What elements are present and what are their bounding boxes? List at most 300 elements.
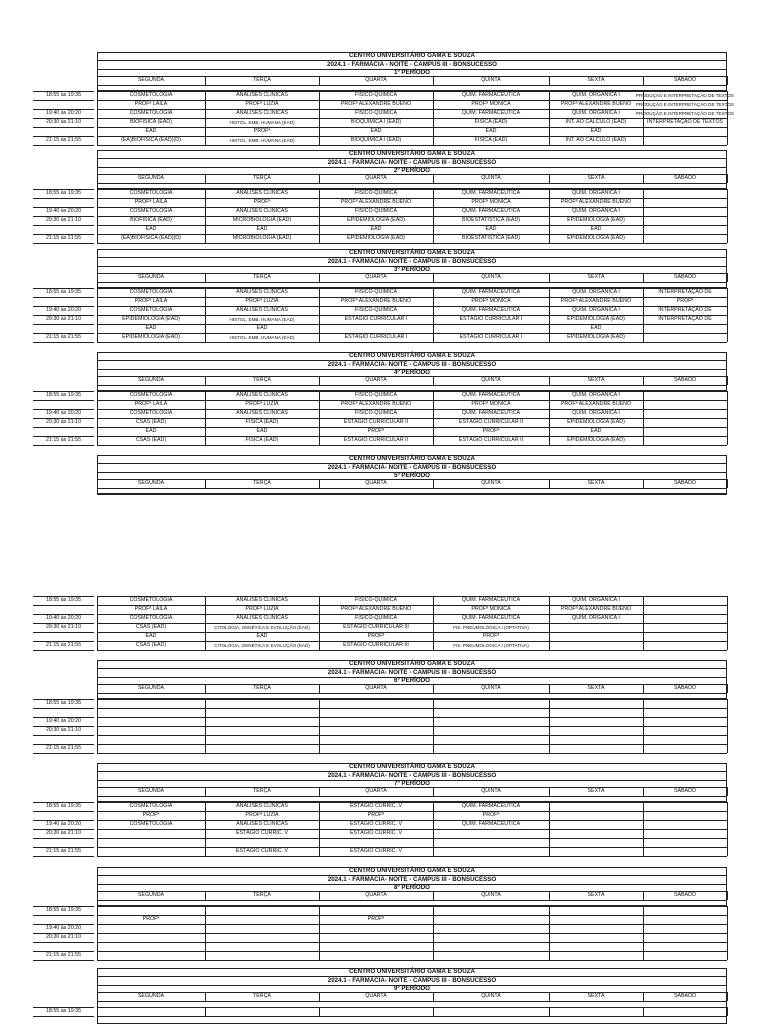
class-cell bbox=[549, 915, 643, 924]
class-cell: PROFª bbox=[367, 916, 385, 923]
class-cell bbox=[433, 699, 549, 708]
day-header-3: QUINTA bbox=[481, 787, 501, 794]
period-title: 9º PERÍODO bbox=[394, 984, 430, 992]
day-header-1: TERÇA bbox=[253, 273, 271, 280]
day-header-2: QUARTA bbox=[365, 787, 387, 794]
class-cell: INTERPRETAÇÃO DE bbox=[658, 316, 712, 323]
class-cell: EAD bbox=[485, 128, 497, 135]
time-slot: 20:30 às 21:10 bbox=[45, 623, 82, 630]
class-cell bbox=[549, 699, 643, 708]
class-cell: EPIDEMIOLOGIA (EAD) bbox=[567, 437, 625, 444]
time-slot: 19:40 às 20:20 bbox=[45, 614, 82, 621]
time-slot: 21:15 às 21:55 bbox=[45, 333, 82, 340]
class-cell: BIOESTATÍSTICA (EAD) bbox=[461, 217, 521, 224]
class-cell bbox=[643, 951, 727, 960]
class-cell: QUÍM. FARMACÊUTICA bbox=[461, 803, 521, 810]
class-cell: ESTÁGIO CURRICULAR II bbox=[343, 437, 409, 444]
class-cell bbox=[205, 708, 319, 717]
class-cell: ESTÁGIO CURRICULAR II bbox=[458, 419, 524, 426]
class-cell bbox=[643, 820, 727, 829]
class-cell: ESTÁGIO CURRICULAR I bbox=[344, 316, 408, 323]
institution-title: CENTRO UNIVERSITÁRIO GAMA E SOUZA bbox=[349, 660, 475, 667]
class-cell: ESTÁGIO CURRIC. V bbox=[349, 830, 403, 837]
class-cell: ESTÁGIO CURRICULAR I bbox=[344, 334, 408, 341]
class-cell bbox=[319, 933, 433, 942]
period-title: 8º PERÍODO bbox=[394, 883, 430, 891]
class-cell: EAD bbox=[590, 128, 602, 135]
class-cell: PROFª ALEXANDRE BUENO bbox=[340, 298, 412, 305]
day-header-0: SEGUNDA bbox=[137, 992, 165, 999]
class-cell bbox=[643, 614, 727, 623]
class-cell: PROFª LAILA bbox=[134, 606, 168, 613]
class-cell: QUÍM. ORGÂNICA I bbox=[572, 92, 620, 99]
class-cell bbox=[97, 1007, 205, 1016]
class-cell: PROFª bbox=[482, 812, 500, 819]
class-cell: ESTÁGIO CURRIC. V bbox=[349, 803, 403, 810]
class-cell bbox=[319, 708, 433, 717]
day-header-0: SEGUNDA bbox=[137, 684, 165, 691]
class-cell: INTERPRETAÇÃO DE TEXTOS bbox=[647, 119, 723, 126]
day-header-2: QUARTA bbox=[365, 376, 387, 383]
time-slot: 20:30 às 21:10 bbox=[45, 726, 82, 733]
class-cell bbox=[319, 1007, 433, 1016]
class-cell bbox=[433, 829, 549, 838]
class-cell bbox=[433, 951, 549, 960]
class-cell bbox=[433, 915, 549, 924]
class-cell bbox=[433, 717, 549, 726]
class-cell: COSMETOLOGIA bbox=[129, 410, 173, 417]
class-cell bbox=[319, 838, 433, 847]
day-header-0: SEGUNDA bbox=[137, 273, 165, 280]
class-cell: PROFª LUZIA bbox=[245, 101, 279, 108]
class-cell: PROFª bbox=[367, 633, 385, 640]
day-header-4: SEXTA bbox=[587, 684, 605, 691]
class-cell: CITOLOGIA, GENÉTICA E EVOLUÇÃO (EAD) bbox=[214, 624, 310, 630]
class-cell: ANÁLISES CLÍNICAS bbox=[236, 208, 288, 215]
time-slot: 21:15 às 21:55 bbox=[45, 436, 82, 443]
class-cell: ANÁLISES CLÍNICAS bbox=[236, 190, 288, 197]
time-slot: 21:15 às 21:55 bbox=[45, 641, 82, 648]
class-cell bbox=[643, 632, 727, 641]
class-cell bbox=[205, 744, 319, 753]
class-cell bbox=[319, 906, 433, 915]
class-cell: ANÁLISES CLÍNICAS bbox=[236, 289, 288, 296]
class-cell bbox=[97, 699, 205, 708]
class-cell: QUÍM. ORGÂNICA I bbox=[572, 597, 620, 604]
class-cell: COSMETOLOGIA bbox=[129, 392, 173, 399]
day-header-5: SÁBADO bbox=[673, 76, 697, 83]
class-cell bbox=[549, 906, 643, 915]
class-cell: PROFª LUZIA bbox=[245, 401, 279, 408]
class-cell: PROFª ALEXANDRE BUENO bbox=[560, 298, 632, 305]
time-slot: 18:55 às 19:35 bbox=[45, 906, 82, 913]
class-cell: COSMETOLOGIA bbox=[129, 615, 173, 622]
class-cell bbox=[549, 1007, 643, 1016]
day-header-4: SEXTA bbox=[587, 174, 605, 181]
day-header-0: SEGUNDA bbox=[137, 376, 165, 383]
class-cell: FÍSICO-QUÍMICA bbox=[354, 289, 398, 296]
day-header-5: SÁBADO bbox=[673, 891, 697, 898]
day-header-3: QUINTA bbox=[481, 174, 501, 181]
time-slot: 18:55 às 19:35 bbox=[45, 1007, 82, 1014]
day-header-4: SEXTA bbox=[587, 992, 605, 999]
day-header-3: QUINTA bbox=[481, 273, 501, 280]
class-cell bbox=[319, 726, 433, 735]
class-cell: PROFª ALEXANDRE BUENO bbox=[340, 101, 412, 108]
class-cell bbox=[205, 915, 319, 924]
class-cell: QUÍM. FARMACÊUTICA bbox=[461, 208, 521, 215]
class-cell: ESTÁGIO CURRICULAR III bbox=[343, 642, 409, 649]
class-cell bbox=[97, 933, 205, 942]
class-cell bbox=[643, 391, 727, 400]
time-slot: 18:55 às 19:35 bbox=[45, 189, 82, 196]
class-cell: ESTÁGIO CURRIC. V bbox=[235, 830, 289, 837]
class-cell: EPIDEMIOLOGIA (EAD) bbox=[122, 334, 180, 341]
day-header-2: QUARTA bbox=[365, 76, 387, 83]
class-cell: PROFª ALEXANDRE BUENO bbox=[560, 199, 632, 206]
class-cell bbox=[643, 234, 727, 243]
day-header-3: QUINTA bbox=[481, 891, 501, 898]
class-cell: FÍSICO-QUÍMICA bbox=[354, 410, 398, 417]
class-cell bbox=[643, 811, 727, 820]
class-cell bbox=[643, 717, 727, 726]
class-cell: PROFª MÔNICA bbox=[471, 606, 511, 613]
class-cell: PROFª ALEXANDRE BUENO bbox=[560, 101, 632, 108]
period-title: 7º PERÍODO bbox=[394, 779, 430, 787]
day-header-2: QUARTA bbox=[365, 684, 387, 691]
day-header-4: SEXTA bbox=[587, 76, 605, 83]
class-cell: COSMETOLOGIA bbox=[129, 821, 173, 828]
class-cell: ESTÁGIO CURRICULAR I bbox=[459, 334, 523, 341]
class-cell bbox=[97, 951, 205, 960]
class-cell bbox=[643, 838, 727, 847]
day-header-1: TERÇA bbox=[253, 174, 271, 181]
class-cell bbox=[205, 933, 319, 942]
institution-title: CENTRO UNIVERSITÁRIO GAMA E SOUZA bbox=[349, 968, 475, 975]
class-cell: COSMETOLOGIA bbox=[129, 597, 173, 604]
class-cell: EPIDEMIOLOGIA (EAD) bbox=[347, 217, 405, 224]
class-cell: PRODUÇÃO E INTERPRETAÇÃO DE TEXTOS bbox=[635, 92, 735, 98]
class-cell: EAD bbox=[145, 633, 157, 640]
day-header-1: TERÇA bbox=[253, 992, 271, 999]
class-cell bbox=[549, 641, 643, 650]
class-cell bbox=[643, 198, 727, 207]
class-cell bbox=[205, 951, 319, 960]
class-cell: EAD bbox=[256, 226, 268, 233]
class-cell bbox=[205, 1007, 319, 1016]
class-cell bbox=[549, 847, 643, 856]
class-cell bbox=[205, 735, 319, 744]
class-cell bbox=[97, 847, 205, 856]
period-title: 1º PERÍODO bbox=[394, 68, 430, 76]
day-header-1: TERÇA bbox=[253, 376, 271, 383]
class-cell: INT. AO CÁLCULO (EAD) bbox=[565, 119, 627, 126]
class-cell: PROFª bbox=[367, 428, 385, 435]
class-cell bbox=[643, 641, 727, 650]
course-title: 2024.1 - FARMÁCIA - NOITE - CAMPUS III - BONSUCESSO bbox=[327, 60, 497, 68]
class-cell bbox=[643, 699, 727, 708]
class-cell: QUÍM. FARMACÊUTICA bbox=[461, 289, 521, 296]
class-cell: FÍSICO-QUÍMICA bbox=[354, 208, 398, 215]
class-cell: FÍSICO-QUÍMICA bbox=[354, 92, 398, 99]
time-slot: 21:15 às 21:55 bbox=[45, 234, 82, 241]
class-cell bbox=[643, 136, 727, 145]
class-cell: EAD bbox=[370, 128, 382, 135]
class-cell: FÍSICA (EAD) bbox=[245, 419, 279, 426]
class-cell: PROFª LAILA bbox=[134, 101, 168, 108]
class-cell: QUÍM. ORGÂNICA I bbox=[572, 208, 620, 215]
class-cell bbox=[433, 324, 549, 333]
class-cell: FÍSICO-QUÍMICA bbox=[354, 392, 398, 399]
time-slot: 19:40 às 20:20 bbox=[45, 109, 82, 116]
class-cell: COSMETOLOGIA bbox=[129, 289, 173, 296]
class-cell: PROFª bbox=[253, 199, 271, 206]
class-cell bbox=[97, 838, 205, 847]
class-cell bbox=[433, 838, 549, 847]
class-cell bbox=[549, 820, 643, 829]
time-slot: 20:30 às 21:10 bbox=[45, 829, 82, 836]
day-header-1: TERÇA bbox=[253, 684, 271, 691]
class-cell: PROFª bbox=[482, 428, 500, 435]
day-header-0: SEGUNDA bbox=[137, 174, 165, 181]
institution-title: CENTRO UNIVERSITÁRIO GAMA E SOUZA bbox=[349, 352, 475, 359]
class-cell: PROFª bbox=[253, 128, 271, 135]
day-header-4: SEXTA bbox=[587, 273, 605, 280]
class-cell: EPIDEMIOLOGIA (EAD) bbox=[567, 316, 625, 323]
class-cell: PROFª LUZIA bbox=[245, 298, 279, 305]
class-cell bbox=[205, 838, 319, 847]
class-cell bbox=[319, 942, 433, 951]
class-cell bbox=[549, 829, 643, 838]
class-cell bbox=[643, 605, 727, 614]
class-cell bbox=[319, 699, 433, 708]
class-cell: EAD bbox=[590, 428, 602, 435]
class-cell bbox=[643, 418, 727, 427]
course-title: 2024.1 - FARMÁCIA- NOITE - CAMPUS III - BONSUCESSO bbox=[327, 463, 497, 471]
day-header-5: SÁBADO bbox=[673, 273, 697, 280]
class-cell: QUÍM. FARMACÊUTICA bbox=[461, 597, 521, 604]
class-cell: ANÁLISES CLÍNICAS bbox=[236, 92, 288, 99]
class-cell bbox=[97, 717, 205, 726]
class-cell bbox=[643, 924, 727, 933]
time-slot: 19:40 às 20:20 bbox=[45, 306, 82, 313]
class-cell: EAD bbox=[256, 633, 268, 640]
class-cell bbox=[549, 726, 643, 735]
class-cell: COSMETOLOGIA bbox=[129, 110, 173, 117]
class-cell: PROFª bbox=[482, 633, 500, 640]
class-cell bbox=[433, 933, 549, 942]
class-cell: PRODUÇÃO E INTERPRETAÇÃO DE TEXTOS bbox=[635, 110, 735, 116]
day-header-1: TERÇA bbox=[253, 787, 271, 794]
class-cell: BIOQUÍMICA I (EAD) bbox=[350, 137, 402, 144]
class-cell bbox=[643, 915, 727, 924]
course-title: 2024.1 - FARMÁCIA- NOITE - CAMPUS III - BONSUCESSO bbox=[327, 668, 497, 676]
class-cell bbox=[97, 924, 205, 933]
class-cell bbox=[643, 735, 727, 744]
class-cell bbox=[643, 427, 727, 436]
class-cell: MICROBIOLOGIA (EAD) bbox=[232, 235, 292, 242]
course-title: 2024.1 - FARMÁCIA- NOITE - CAMPUS III - BONSUCESSO bbox=[327, 257, 497, 265]
course-title: 2024.1 - FARMÁCIA- NOITE - CAMPUS III - BONSUCESSO bbox=[327, 771, 497, 779]
class-cell: ESTÁGIO CURRIC. V bbox=[349, 848, 403, 855]
day-header-5: SÁBADO bbox=[673, 787, 697, 794]
class-cell bbox=[643, 225, 727, 234]
class-cell: FÍSICO-QUÍMICA bbox=[354, 190, 398, 197]
time-slot: 18:55 às 19:35 bbox=[45, 91, 82, 98]
class-cell: PROFª LAILA bbox=[134, 199, 168, 206]
day-header-4: SEXTA bbox=[587, 479, 605, 486]
class-cell bbox=[319, 744, 433, 753]
class-cell: PROFª ALEXANDRE BUENO bbox=[340, 401, 412, 408]
class-cell: PROFª bbox=[676, 298, 694, 305]
class-cell: ESTÁGIO CURRIC. V bbox=[235, 848, 289, 855]
class-cell bbox=[433, 1007, 549, 1016]
time-slot: 20:30 às 21:10 bbox=[45, 315, 82, 322]
class-cell bbox=[643, 333, 727, 342]
day-header-3: QUINTA bbox=[481, 684, 501, 691]
class-cell: QUÍM. ORGÂNICA I bbox=[572, 615, 620, 622]
time-slot: 19:40 às 20:20 bbox=[45, 820, 82, 827]
day-header-4: SEXTA bbox=[587, 787, 605, 794]
class-cell bbox=[549, 838, 643, 847]
class-cell bbox=[643, 802, 727, 811]
institution-title: CENTRO UNIVERSITÁRIO GAMA E SOUZA bbox=[349, 52, 475, 59]
class-cell: EAD bbox=[256, 428, 268, 435]
time-slot: 21:15 às 21:55 bbox=[45, 847, 82, 854]
class-cell: EPIDEMIOLOGIA (EAD) bbox=[347, 235, 405, 242]
class-cell: EPIDEMIOLOGIA (EAD) bbox=[567, 235, 625, 242]
class-cell: CSAS (EAD) bbox=[135, 642, 167, 649]
class-cell: FIS. PNEUMOLÓGICA I (OPTATIVA) bbox=[453, 642, 529, 648]
class-cell: COSMETOLOGIA bbox=[129, 803, 173, 810]
class-cell: EAD bbox=[145, 325, 157, 332]
class-cell: PROFª LAILA bbox=[134, 298, 168, 305]
class-cell: COSMETOLOGIA bbox=[129, 92, 173, 99]
day-header-3: QUINTA bbox=[481, 992, 501, 999]
class-cell: ANÁLISES CLÍNICAS bbox=[236, 821, 288, 828]
time-slot: 19:40 às 20:20 bbox=[45, 409, 82, 416]
time-slot: 18:55 às 19:35 bbox=[45, 391, 82, 398]
day-header-5: SÁBADO bbox=[673, 992, 697, 999]
class-cell: COSMETOLOGIA bbox=[129, 208, 173, 215]
day-header-2: QUARTA bbox=[365, 273, 387, 280]
day-header-5: SÁBADO bbox=[673, 174, 697, 181]
class-cell bbox=[643, 847, 727, 856]
day-header-0: SEGUNDA bbox=[137, 479, 165, 486]
class-cell: ESTÁGIO CURRICULAR II bbox=[343, 419, 409, 426]
class-cell bbox=[643, 400, 727, 409]
class-cell: EAD bbox=[145, 428, 157, 435]
day-header-0: SEGUNDA bbox=[137, 787, 165, 794]
class-cell bbox=[549, 933, 643, 942]
day-header-1: TERÇA bbox=[253, 891, 271, 898]
class-cell: QUÍM. ORGÂNICA I bbox=[572, 410, 620, 417]
class-cell bbox=[643, 127, 727, 136]
class-cell: PROFª ALEXANDRE BUENO bbox=[560, 606, 632, 613]
class-cell: QUÍM. ORGÂNICA I bbox=[572, 110, 620, 117]
class-cell: (EA)BIOFÍSICA (EAD)(D) bbox=[121, 235, 181, 242]
day-header-3: QUINTA bbox=[481, 76, 501, 83]
class-cell: PROFª bbox=[142, 812, 160, 819]
class-cell: BIOFÍSICA (EAD) bbox=[130, 119, 172, 126]
class-cell: ESTÁGIO CURRICULAR II bbox=[458, 437, 524, 444]
class-cell bbox=[549, 744, 643, 753]
class-cell: INTERPRETAÇÃO DE bbox=[658, 289, 712, 296]
class-cell bbox=[319, 324, 433, 333]
period-title: 5º PERÍODO bbox=[394, 471, 430, 479]
class-cell: BIOESTATÍSTICA (EAD) bbox=[461, 235, 521, 242]
day-header-5: SÁBADO bbox=[673, 684, 697, 691]
class-cell: ANÁLISES CLÍNICAS bbox=[236, 615, 288, 622]
class-cell bbox=[549, 717, 643, 726]
class-cell bbox=[643, 623, 727, 632]
class-cell bbox=[549, 924, 643, 933]
class-cell: PROFª LUZIA bbox=[245, 606, 279, 613]
day-header-5: SÁBADO bbox=[673, 376, 697, 383]
class-cell bbox=[319, 951, 433, 960]
class-cell: COSMETOLOGIA bbox=[129, 190, 173, 197]
institution-title: CENTRO UNIVERSITÁRIO GAMA E SOUZA bbox=[349, 150, 475, 157]
class-cell bbox=[433, 924, 549, 933]
time-slot: 20:30 às 21:10 bbox=[45, 933, 82, 940]
class-cell bbox=[205, 699, 319, 708]
day-header-4: SEXTA bbox=[587, 891, 605, 898]
class-cell: FÍSICO-QUÍMICA bbox=[354, 110, 398, 117]
class-cell: FÍSICA (EAD) bbox=[474, 119, 508, 126]
period-title: 4º PERÍODO bbox=[394, 368, 430, 376]
time-slot: 18:55 às 19:35 bbox=[45, 699, 82, 706]
class-cell: EAD bbox=[145, 128, 157, 135]
class-cell: PROFª LUZIA bbox=[245, 812, 279, 819]
day-header-0: SEGUNDA bbox=[137, 76, 165, 83]
class-cell: PROFª bbox=[142, 916, 160, 923]
class-cell bbox=[205, 906, 319, 915]
class-cell bbox=[549, 802, 643, 811]
class-cell bbox=[549, 708, 643, 717]
class-cell bbox=[643, 189, 727, 198]
class-cell: PROFª bbox=[367, 812, 385, 819]
class-cell: CITOLOGIA, GENÉTICA E EVOLUÇÃO (EAD) bbox=[214, 642, 310, 648]
class-cell bbox=[433, 942, 549, 951]
time-slot: 20:30 às 21:10 bbox=[45, 418, 82, 425]
class-cell bbox=[643, 726, 727, 735]
class-cell: QUÍM. FARMACÊUTICA bbox=[461, 821, 521, 828]
class-cell bbox=[433, 708, 549, 717]
class-cell: FÍSICO-QUÍMICA bbox=[354, 615, 398, 622]
class-cell: QUÍM. FARMACÊUTICA bbox=[461, 307, 521, 314]
class-cell bbox=[643, 324, 727, 333]
period-title: 2º PERÍODO bbox=[394, 166, 430, 174]
class-cell: QUÍM. ORGÂNICA I bbox=[572, 289, 620, 296]
class-cell: QUÍM. FARMACÊUTICA bbox=[461, 110, 521, 117]
class-cell: PROFª ALEXANDRE BUENO bbox=[340, 199, 412, 206]
class-cell bbox=[433, 906, 549, 915]
class-cell bbox=[643, 1007, 727, 1016]
class-cell: ANÁLISES CLÍNICAS bbox=[236, 803, 288, 810]
time-slot: 18:55 às 19:35 bbox=[45, 288, 82, 295]
class-cell bbox=[319, 924, 433, 933]
class-cell: QUÍM. ORGÂNICA I bbox=[572, 307, 620, 314]
class-cell: EAD bbox=[485, 226, 497, 233]
time-slot: 20:30 às 21:10 bbox=[45, 118, 82, 125]
class-cell bbox=[97, 942, 205, 951]
class-cell bbox=[643, 207, 727, 216]
class-cell: FÍSICO-QUÍMICA bbox=[354, 307, 398, 314]
class-cell bbox=[97, 735, 205, 744]
class-cell: FÍSICO-QUÍMICA bbox=[354, 597, 398, 604]
class-cell bbox=[643, 436, 727, 445]
class-cell: BIOFÍSICA (EAD) bbox=[130, 217, 172, 224]
